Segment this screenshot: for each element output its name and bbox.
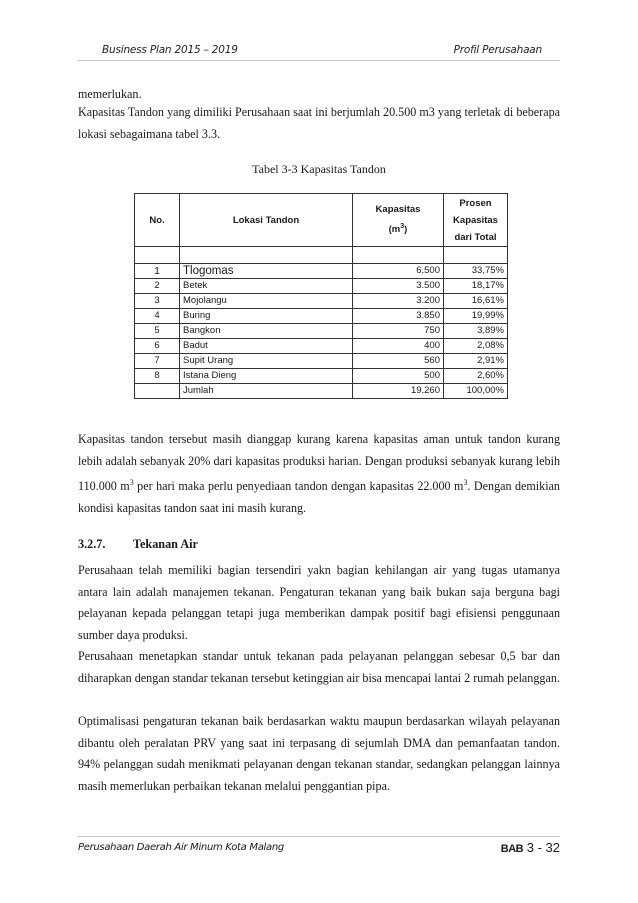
table-row: [135, 309, 508, 324]
kapasitas-unit: (m: [388, 224, 401, 236]
cell-prosen: 19,99%: [444, 309, 508, 324]
prosen-label-3: dari Total: [454, 231, 497, 243]
cell-no: 6: [135, 339, 180, 354]
footer-company-name: Perusahaan Daerah Air Minum Kota Malang: [78, 842, 284, 853]
cell-prosen: 18,17%: [444, 279, 508, 294]
cell-kapasitas: 750: [353, 324, 444, 339]
paragraph-capacity-assessment: [78, 429, 560, 519]
table-row: [135, 279, 508, 294]
cell-no: 8: [135, 369, 180, 384]
cell-no: 2: [135, 279, 180, 294]
cell-kapasitas: 400: [353, 339, 444, 354]
paragraph-text: per hari maka perlu penyediaan tandon dengan kapasitas 22.000 m: [133, 479, 464, 494]
paragraph-pressure-optimization: Optimalisasi pengaturan tekanan baik berdasarkan waktu maupun berdasarkan wilayah pelayanan dibantu oleh peralatan PRV yang saat ini terpasang di sejumlah DMA dan pemanfaatan tandon. 94% pelanggan sudah menikmati pelayanan dengan tekanan standar, sedangkan pelanggan lainnya masih memerlukan perbaikan tekanan melalui penggantian pipa.: [78, 714, 560, 793]
capacity-table: [134, 193, 508, 399]
table-spacer-row: [135, 247, 508, 264]
prosen-label-1: Prosen: [459, 197, 492, 209]
cell-lokasi: Supit Urang: [180, 354, 353, 369]
header-divider: [78, 60, 560, 61]
cell-lokasi: Badut: [180, 339, 353, 354]
table-row: [135, 324, 508, 339]
cell-lokasi: Tlogomas: [180, 264, 353, 279]
kapasitas-label: Kapasitas: [375, 204, 421, 216]
table-row: [135, 339, 508, 354]
table-header-row: [135, 194, 508, 247]
cell-no: 5: [135, 324, 180, 339]
footer-divider: [78, 836, 560, 837]
header-section-title: Profil Perusahaan: [453, 44, 542, 56]
cell-lokasi: Mojolangu: [180, 294, 353, 309]
spacer-cell: [353, 247, 444, 264]
paragraph-pressure-management: Perusahaan telah memiliki bagian tersendiri yakn bagian kehilangan air yang tugas utamanya antara lain adalah manajemen tekanan. Pengaturan tekanan yang baik bukan saja berguna bagi pelayanan kepada pelanggan tetapi juga memberikan dampak positif bagi efisiensi penggunaan sumber daya produksi.: [78, 563, 560, 642]
section-number: 3.2.7.: [78, 537, 106, 551]
cell-no: 7: [135, 354, 180, 369]
cell-prosen: 16,61%: [444, 294, 508, 309]
cell-kapasitas: 560: [353, 354, 444, 369]
cell-prosen: 2,91%: [444, 354, 508, 369]
section-heading: [78, 537, 198, 552]
footer-bab-label: BAB: [500, 843, 524, 855]
superscript: 3: [463, 478, 468, 487]
cell-no: 1: [135, 264, 180, 279]
cell-prosen: 33,75%: [444, 264, 508, 279]
cell-total-label: Jumlah: [180, 384, 353, 399]
intro-line: memerlukan.: [78, 87, 142, 101]
spacer-cell: [135, 247, 180, 264]
cell-no: 3: [135, 294, 180, 309]
paragraph-text: . Dengan demikian kondisi kapasitas tandon saat ini masih kurang.: [78, 479, 560, 515]
cell-lokasi: Betek: [180, 279, 353, 294]
kapasitas-unit-sup: 3: [400, 223, 405, 231]
cell-no-empty: [135, 384, 180, 399]
cell-kapasitas: 3.200: [353, 294, 444, 309]
col-header-prosen: [444, 194, 508, 247]
cell-lokasi: Istana Dieng: [180, 369, 353, 384]
table-caption: Tabel 3-3 Kapasitas Tandon: [252, 162, 386, 176]
paragraph-pressure-standard: Perusahaan menetapkan standar untuk tekanan pada pelayanan pelanggan sebesar 0,5 bar dan diharapkan dengan standar tekanan tersebut ketinggian air bisa mencapai lantai 2 rumah pelanggan.: [78, 649, 560, 685]
cell-prosen: 3,89%: [444, 324, 508, 339]
intro-paragraph: Kapasitas Tandon yang dimiliki Perusahaan saat ini berjumlah 20.500 m3 yang terletak di beberapa lokasi sebagaimana tabel 3.3.: [78, 105, 560, 141]
spacer-cell: [180, 247, 353, 264]
cell-kapasitas: 3.850: [353, 309, 444, 324]
cell-kapasitas: 6.500: [353, 264, 444, 279]
col-header-kapasitas: [353, 194, 444, 247]
cell-prosen: 2,08%: [444, 339, 508, 354]
prosen-label-2: Kapasitas: [453, 214, 498, 226]
superscript: 3: [129, 478, 134, 487]
cell-total-kapasitas: 19.260: [353, 384, 444, 399]
col-header-no: No.: [135, 194, 180, 247]
table-total-row: [135, 384, 508, 399]
cell-total-prosen: 100,00%: [444, 384, 508, 399]
table-row: [135, 294, 508, 309]
table-row: [135, 354, 508, 369]
spacer-cell: [444, 247, 508, 264]
footer-page-number: [501, 840, 560, 855]
table-row: [135, 369, 508, 384]
cell-no: 4: [135, 309, 180, 324]
cell-kapasitas: 500: [353, 369, 444, 384]
footer-page: 3 - 32: [526, 840, 560, 855]
cell-kapasitas: 3.500: [353, 279, 444, 294]
section-title: Tekanan Air: [133, 537, 198, 551]
paragraph-text: Kapasitas tandon tersebut masih dianggap kurang karena kapasitas aman untuk tandon kurang lebih adalah sebanyak 20% dari kapasitas produksi harian. Dengan produksi sebanyak kurang lebih 110.000 m: [78, 432, 560, 494]
cell-prosen: 2,60%: [444, 369, 508, 384]
cell-lokasi: Bangkon: [180, 324, 353, 339]
kapasitas-unit-close: ): [404, 224, 408, 236]
header-document-title: Business Plan 2015 – 2019: [102, 44, 238, 56]
cell-lokasi: Buring: [180, 309, 353, 324]
table-row: [135, 264, 508, 279]
col-header-lokasi: Lokasi Tandon: [180, 194, 353, 247]
